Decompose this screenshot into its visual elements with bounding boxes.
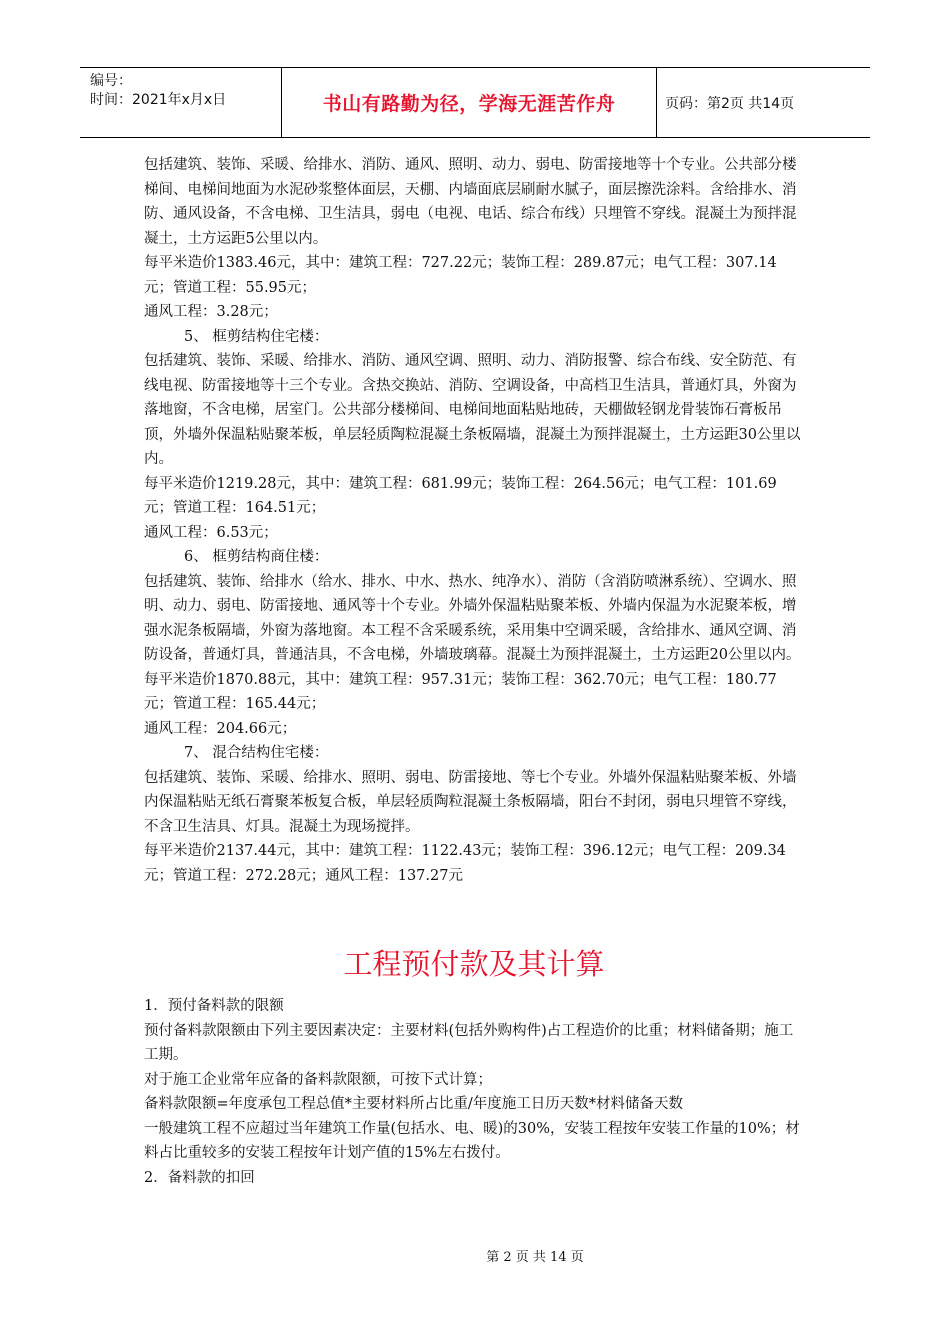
document-body (144, 153, 804, 1190)
section-title: 工程预付款及其计算 (343, 947, 605, 981)
subheading: 1．预付备料款的限额 (144, 998, 284, 1014)
paragraph: 包括建筑、装饰、采暖、给排水、消防、通风、照明、动力、弱电、防雷接地等十个专业。公共部分楼梯间、电梯间地面为水泥砂浆整体面层，天棚、内墙面底层刷耐水腻子，面层擦洗涂料。含给排水、消防、通风设备，不含电梯、卫生洁具，弱电（电视、电话、综合布线）只埋管不穿线。混凝土为预拌混凝土，土方运距5公里以内。 (144, 157, 797, 247)
paragraph: 包括建筑、装饰、采暖、给排水、照明、弱电、防雷接地、等七个专业。外墙外保温粘贴聚苯板、外墙内保温粘贴无纸石膏聚苯板复合板，单层轻质陶粒混凝土条板隔墙，阳台不封闭，弱电只埋管不穿线，不含卫生洁具、灯具。混凝土为现场搅拌。 (144, 769, 797, 835)
header-motto: 书山有路勤为径，学海无涯苦作舟 (282, 68, 657, 137)
paragraph: 预付备料款限额由下列主要因素决定：主要材料(包括外购构件)占工程造价的比重；材料储备期；施工工期。 (144, 1022, 794, 1063)
document-time: 时间：2021年x月x日 (90, 92, 227, 108)
paragraph: 每平米造价1219.28元，其中：建筑工程：681.99元；装饰工程：264.56元；电气工程：101.69元；管道工程：164.51元； (144, 475, 777, 516)
page-footer: 第 2 页 共 14 页 (486, 1250, 584, 1265)
document-number: 编号： (90, 73, 132, 89)
formula: 备料款限额=年度承包工程总值*主要材料所占比重/年度施工日历天数*材料储备天数 (144, 1096, 684, 1112)
header-page-number: 页码：第2页 共14页 (665, 95, 795, 112)
item-heading: 6、 框剪结构商住楼： (184, 549, 329, 565)
paragraph: 对于施工企业常年应备的备料款限额，可按下式计算； (144, 1071, 492, 1088)
paragraph: 每平米造价1383.46元，其中：建筑工程：727.22元；装饰工程：289.87元；电气工程：307.14元；管道工程：55.95元； (144, 255, 777, 296)
paragraph: 包括建筑、装饰、采暖、给排水、消防、通风空调、照明、动力、消防报警、综合布线、安全防范、有线电视、防雷接地等十三个专业。含热交换站、消防、空调设备，中高档卫生洁具，普通灯具，外窗为落地窗，不含电梯，居室门。公共部分楼梯间、电梯间地面粘贴地砖，天棚做轻钢龙骨装饰石膏板吊顶，外墙外保温粘贴聚苯板，单层轻质陶粒混凝土条板隔墙，混凝土为预拌混凝土，土方运距30公里以内。 (144, 353, 801, 467)
paragraph: 通风工程：3.28元； (144, 304, 278, 320)
paragraph: 每平米造价1870.88元，其中：建筑工程：957.31元；装饰工程：362.70元；电气工程：180.77元；管道工程：165.44元； (144, 671, 777, 712)
item-heading: 7、 混合结构住宅楼： (184, 745, 329, 761)
page-header (80, 67, 870, 138)
header-meta (80, 68, 282, 137)
subheading: 2．备料款的扣回 (144, 1169, 255, 1186)
paragraph: 每平米造价2137.44元，其中：建筑工程：1122.43元；装饰工程：396.12元；电气工程：209.34元；管道工程：272.28元；通风工程：137.27元 (144, 843, 786, 884)
paragraph: 通风工程：6.53元； (144, 524, 278, 541)
paragraph: 一般建筑工程不应超过当年建筑工作量(包括水、电、暖)的30%，安装工程按年安装工作量的10%；材料占比重较多的安装工程按年计划产值的15%左右拨付。 (144, 1120, 800, 1161)
item-heading: 5、 框剪结构住宅楼： (184, 328, 329, 345)
paragraph: 包括建筑、装饰、给排水（给水、排水、中水、热水、纯净水）、消防（含消防喷淋系统）、空调水、照明、动力、弱电、防雷接地、通风等十个专业。外墙外保温粘贴聚苯板、外墙内保温为水泥聚苯板，增强水泥条板隔墙，外窗为落地窗。本工程不含采暖系统，采用集中空调采暖，含给排水、通风空调、消防设备，普通灯具，普通洁具，不含电梯，外墙玻璃幕。混凝土为预拌混凝土，土方运距20公里以内。 (144, 573, 801, 663)
paragraph: 通风工程：204.66元； (144, 720, 297, 737)
